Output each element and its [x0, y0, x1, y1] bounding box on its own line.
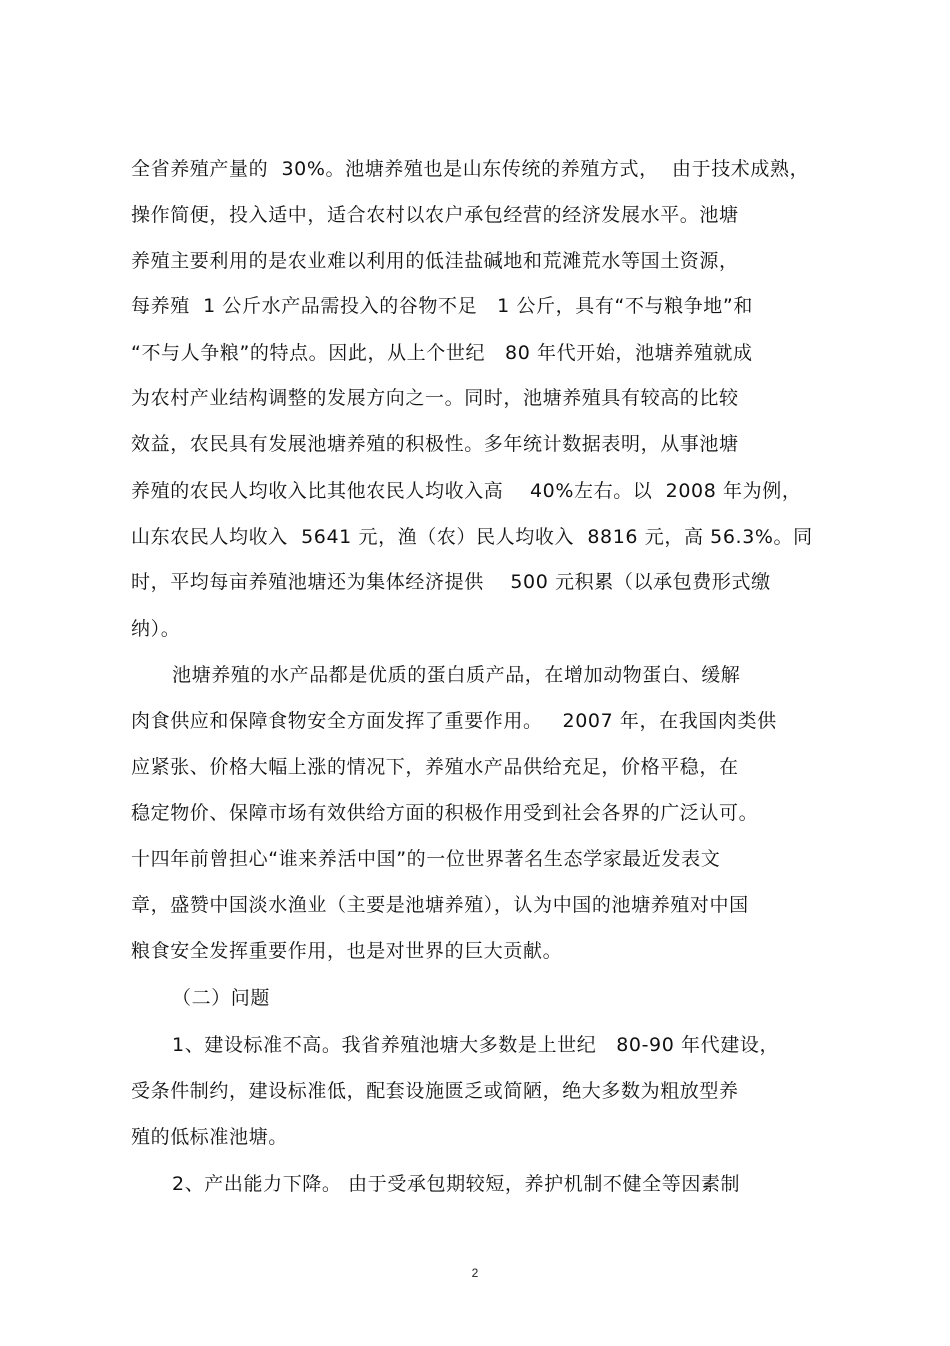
text-line: 操作简便，投入适中，适合农村以农户承包经营的经济发展水平。池塘 — [131, 204, 739, 226]
text-line: 肉食供应和保障食物安全方面发挥了重要作用。 2007 年，在我国肉类供 — [131, 710, 777, 732]
text-line: 山东农民人均收入 5641 元，渔（农）民人均收入 8816 元，高 56.3%。同 — [131, 526, 813, 548]
text-line: 章，盛赞中国淡水渔业（主要是池塘养殖），认为中国的池塘养殖对中国 — [131, 894, 749, 916]
text-line: 殖的低标准池塘。 — [131, 1126, 288, 1148]
text-line: 全省养殖产量的 30%。池塘养殖也是山东传统的养殖方式， 由于技术成熟， — [131, 158, 810, 180]
text-line: 纳）。 — [131, 618, 181, 640]
text-line: 时，平均每亩养殖池塘还为集体经济提供 500 元积累（以承包费形式缴 — [131, 571, 771, 593]
text-line: 受条件制约，建设标准低，配套设施匮乏或简陋，绝大多数为粗放型养 — [131, 1080, 739, 1102]
text-line: 稳定物价、保障市场有效供给方面的积极作用受到社会各界的广泛认可。 — [131, 802, 759, 824]
text-line: 每养殖 1 公斤水产品需投入的谷物不足 1 公斤，具有“不与粮争地”和 — [131, 295, 753, 317]
text-line: 效益，农民具有发展池塘养殖的积极性。多年统计数据表明，从事池塘 — [131, 433, 739, 455]
paragraph-first-line: 池塘养殖的水产品都是优质的蛋白质产品，在增加动物蛋白、缓解 — [172, 664, 741, 686]
page-number: 2 — [471, 1266, 479, 1280]
paragraph-first-line: 2、产出能力下降。 由于受承包期较短，养护机制不健全等因素制 — [172, 1173, 741, 1195]
text-line: 十四年前曾担心“谁来养活中国”的一位世界著名生态学家最近发表文 — [131, 848, 721, 870]
section-heading: （二）问题 — [172, 987, 271, 1009]
text-line: 应紧张、价格大幅上涨的情况下，养殖水产品供给充足，价格平稳，在 — [131, 756, 739, 778]
text-line: 粮食安全发挥重要作用，也是对世界的巨大贡献。 — [131, 940, 563, 962]
text-line: “不与人争粮”的特点。因此，从上个世纪 80 年代开始，池塘养殖就成 — [131, 342, 753, 364]
paragraph-first-line: 1、建设标准不高。我省养殖池塘大多数是上世纪 80-90 年代建设， — [172, 1034, 780, 1056]
text-line: 为农村产业结构调整的发展方向之一。同时，池塘养殖具有较高的比较 — [131, 387, 739, 409]
text-line: 养殖的农民人均收入比其他农民人均收入高 40%左右。以 2008 年为例， — [131, 480, 802, 502]
text-line: 养殖主要利用的是农业难以利用的低洼盐碱地和荒滩荒水等国土资源， — [131, 250, 739, 272]
